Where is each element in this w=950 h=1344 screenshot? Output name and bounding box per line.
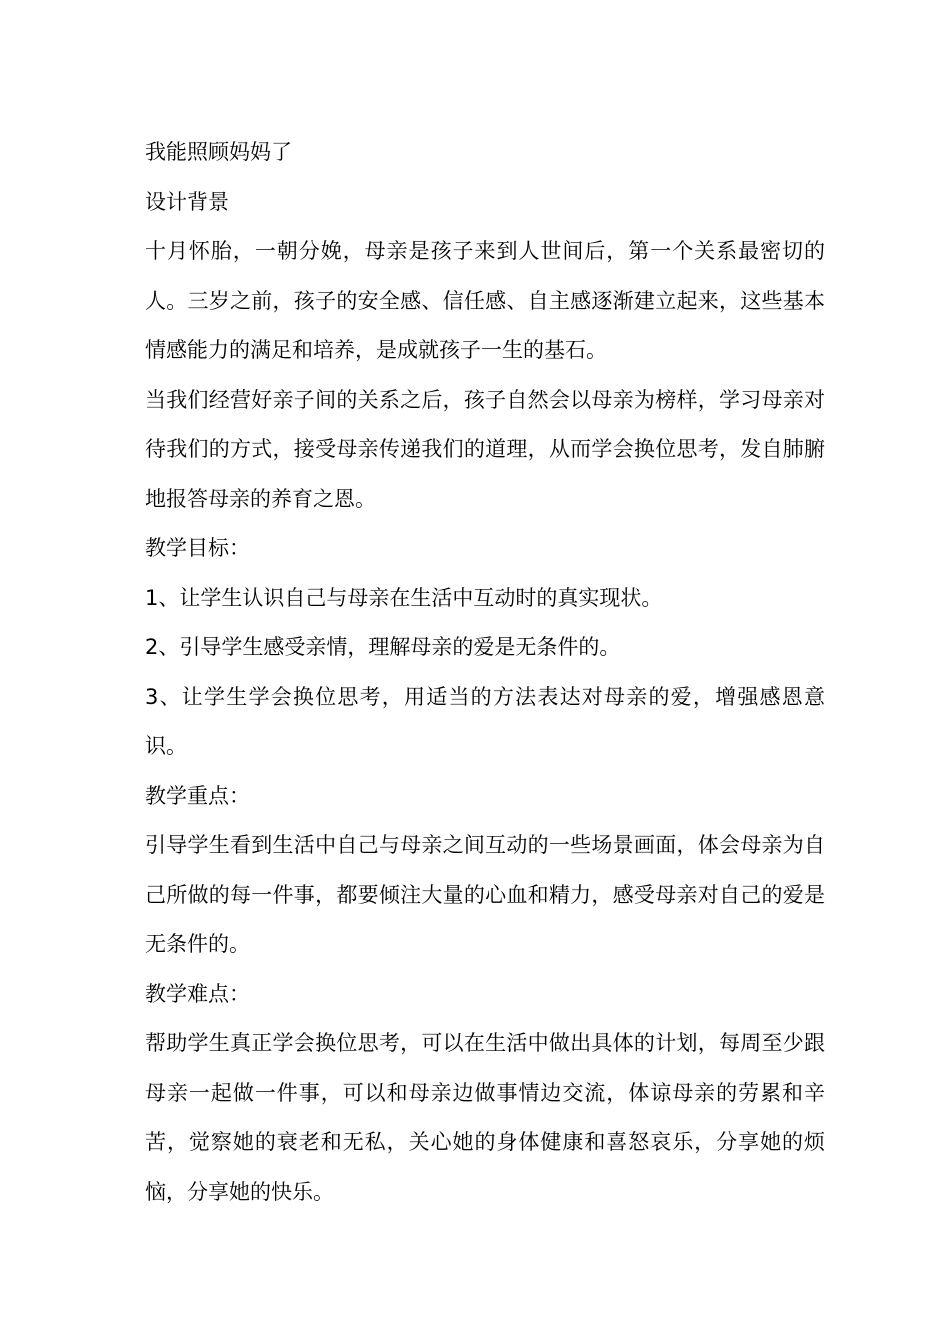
key-points-paragraph: 引导学生看到生活中自己与母亲之间互动的一些场景画面，体会母亲为自己所做的每一件事，都要倾注大量的心血和精力，感受母亲对自己的爱是无条件的。 xyxy=(145,833,825,956)
key-points-heading: 教学重点： xyxy=(145,783,250,808)
difficulties-heading: 教学难点： xyxy=(145,981,250,1006)
background-paragraph-1: 十月怀胎，一朝分娩，母亲是孩子来到人世间后，第一个关系最密切的人。三岁之前，孩子的安全感、信任感、自主感逐渐建立起来，这些基本情感能力的满足和培养，是成就孩子一生的基石。 xyxy=(145,239,825,362)
background-paragraph-2: 当我们经营好亲子间的关系之后，孩子自然会以母亲为榜样，学习母亲对待我们的方式，接受母亲传递我们的道理，从而学会换位思考，发自肺腑地报答母亲的养育之恩。 xyxy=(145,387,825,511)
objectives-heading: 教学目标： xyxy=(145,536,250,560)
objective-item-3: 3、让学生学会换位思考，用适当的方法表达对母亲的爱，增强感恩意识。 xyxy=(145,684,825,758)
objective-item-1: 1、让学生认识自己与母亲在生活中互动时的真实现状。 xyxy=(145,585,663,610)
design-background-heading: 设计背景 xyxy=(145,189,229,214)
document-body xyxy=(145,128,825,1217)
objective-item-2: 2、引导学生感受亲情，理解母亲的爱是无条件的。 xyxy=(145,635,621,659)
difficulties-paragraph: 帮助学生真正学会换位思考，可以在生活中做出具体的计划，每周至少跟母亲一起做一件事，可以和母亲边做事情边交流，体谅母亲的劳累和辛苦，觉察她的衰老和无私，关心她的身体健康和喜怒哀乐，分享她的烦恼，分享她的快乐。 xyxy=(145,1031,825,1204)
document-title: 我能照顾妈妈了 xyxy=(145,140,292,164)
